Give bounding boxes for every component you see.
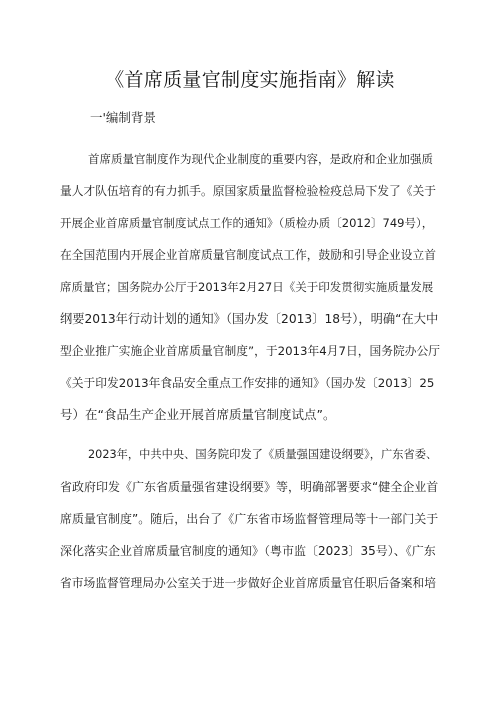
- paragraph-1-line: 纲要2013年行动计划的通知》（国办发〔2013〕18号），明确“在大中: [60, 312, 439, 326]
- document-title: 《首席质量官制度实施指南》解读: [105, 69, 395, 91]
- paragraph-2-line: 深化落实企业首席质量官制度的通知》（粤市监〔2023〕35号）、《广东: [60, 544, 436, 558]
- paragraph-1-line: 量人才队伍培育的有力抓手。原国家质量监督检验检疫总局下发了《关于: [60, 184, 436, 198]
- paragraph-2-line: 省政府印发《广东省质量强省建设纲要》等，明确部署要求“健全企业首: [60, 480, 439, 494]
- paragraph-1-line: 号）在“食品生产企业开展首席质量官制度试点”。: [60, 407, 336, 422]
- paragraph-2-line: 2023年，中共中央、国务院印发了《质量强国建设纲要》，广东省委、: [88, 448, 438, 461]
- paragraph-2-line: 席质量官制度”。随后，出台了《广东省市场监督管理局等十一部门关于: [60, 512, 439, 526]
- section-heading: 一'编制背景: [90, 110, 156, 125]
- paragraph-1-line: 在全国范围内开展企业首席质量官制度试点工作，鼓励和引导企业设立首: [60, 248, 436, 262]
- paragraph-1-line: 《关于印发2013年食品安全重点工作安排的通知》（国办发〔2013〕25: [60, 376, 435, 390]
- paragraph-1-line: 首席质量官制度作为现代企业制度的重要内容，是政府和企业加强质: [88, 152, 433, 166]
- paragraph-2-line: 省市场监督管理局办公室关于进一步做好企业首席质量官任职后备案和培: [60, 576, 436, 590]
- paragraph-1-line: 开展企业首席质量官制度试点工作的通知》（质检办质〔2012〕749号），: [60, 216, 434, 230]
- paragraph-1-line: 型企业推广实施企业首席质量官制度”，于2013年4月7日，国务院办公厅: [60, 344, 440, 358]
- paragraph-1-line: 席质量官；国务院办公厅于2013年2月27日《关于印发贯彻实施质量发展: [60, 280, 434, 294]
